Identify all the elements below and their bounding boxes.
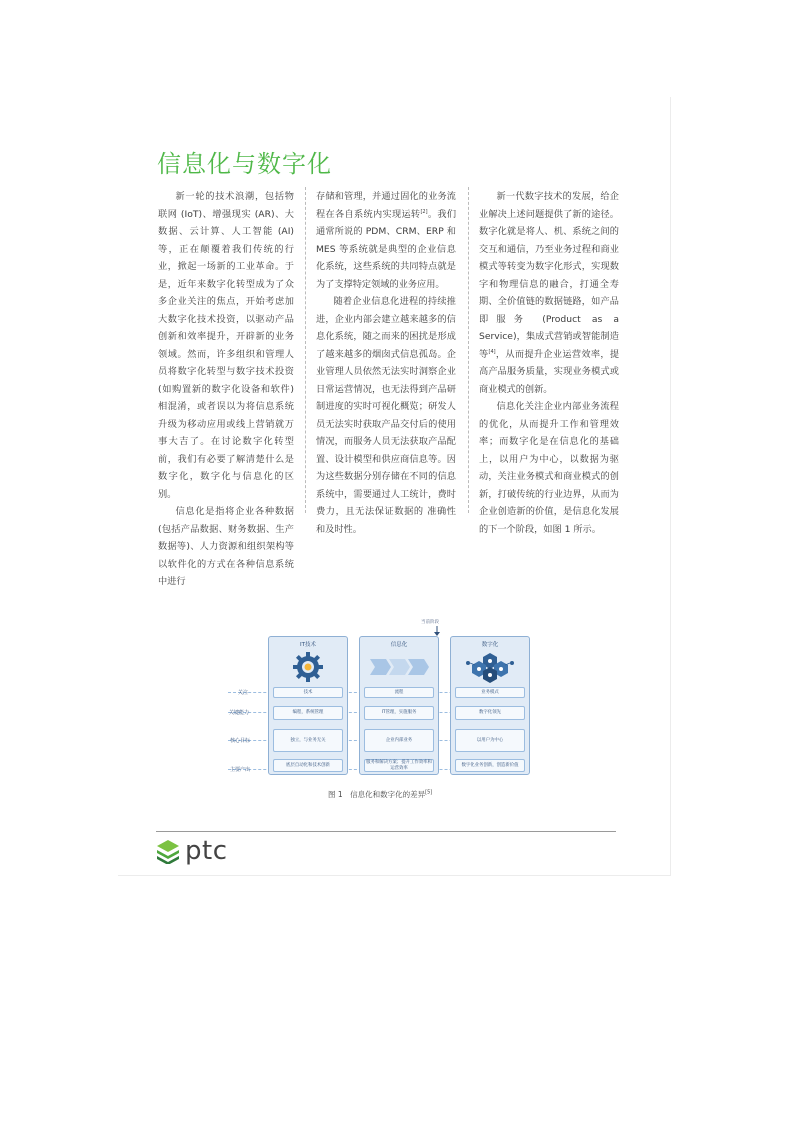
figure-caption: 图 1 信息化和数字化的差异[5] xyxy=(328,789,433,799)
paragraph: 随着企业信息化进程的持续推进，企业内部会建立越来越多的信息化系统，随之而来的困扰是形成了越来越多的烟囱式信息孤岛。企业管理人员依然无法实时洞察企业日常运营情况，也无法得到产品研制进度的实时可视化概览；研发人员无法实时获取产品交付后的使用情况，而服务人员无法获取产品配置、设计模型和供应商信息等。因为这些数据分别存储在不同的信息系统中，需要通过人工统计，费时费力，且无法保证数据的 准确性和及时性。 xyxy=(316,296,456,535)
text-column-3 xyxy=(479,188,619,538)
figure-cell: 流程 xyxy=(364,687,434,698)
paragraph: 新一代数字技术的发展，给企业解决上述问题提供了新的途径。数字化就是将人、机、系统之间的交互和通信，乃至业务过程和商业模式等转变为数字化形式，实现数字和物理信息的融合，打通全寿期、全价值链的数据链路，如产品即服务 (Product as a Service)，集成式营销或智能制造等[4]，从而提升企业运营效率，提高产品服务质量，实现业务模式或商业模式的创新。 xyxy=(479,191,620,395)
figure-column-digitalization xyxy=(450,636,530,775)
reference-mark: [2] xyxy=(420,208,428,215)
figure-cell: 服务和解决方案；提升工作效率和运营效率 xyxy=(364,759,434,772)
figure-column-it xyxy=(268,636,348,775)
figure-cell: 业务模式 xyxy=(455,687,525,698)
connected-network-icon xyxy=(451,650,529,684)
column-divider xyxy=(468,187,469,513)
paragraph: 存储和管理，并通过固化的业务流程在各自系统内实现运转[2]。我们通常所说的 PDM、CRM、ERP 和 MES 等系统就是典型的企业信息化系统，这些系统的共同特点就是为了支撑特定领域的业务应用。 xyxy=(316,191,457,290)
reference-mark: [4] xyxy=(488,348,496,355)
figure-cell: 企业内部业务 xyxy=(364,729,434,752)
text-column-2 xyxy=(316,188,456,538)
paragraph: 新一轮的技术浪潮，包括物联网 (IoT)、增强现实 (AR)、大数据、云计算、人工智能 (AI) 等，正在颠覆着我们传统的行业，掀起一场新的工业革命。于是，近年来数字化转型成为了众多企业关注的焦点，开始考虑加大数字化技术投资，以驱动产品创新和效率提升，开辟新的业务领域。然而，许多组织和管理人员将数字化转型与数字技术投资 (如购置新的数字化设备和软件) 相混淆，或者误以为将信息系统升级为移动应用或线上营销就万事大吉了。在讨论数字化转型前，我们有必要了解清楚什么是数字化，数字化与信息化的区别。 xyxy=(158,191,294,500)
figure-cell: 技术 xyxy=(273,687,343,698)
column-title: 信息化 xyxy=(390,642,408,648)
column-title: 数字化 xyxy=(481,642,499,648)
row-label-focus: 关注 xyxy=(238,690,249,696)
figure-cell: 数字化业务创新，创造新价值 xyxy=(455,759,525,772)
figure-cell: 以用户为中心 xyxy=(455,729,525,752)
logo-text: ptc xyxy=(185,836,228,866)
row-label-main-output: 主要产出 xyxy=(230,767,251,773)
ptc-logo-mark-icon xyxy=(155,838,181,864)
figure-cell: 底层自动化和技术创新 xyxy=(273,759,343,772)
figure-column-informatization xyxy=(359,636,439,775)
ptc-logo xyxy=(155,836,228,866)
reference-mark: [5] xyxy=(425,789,433,796)
process-arrows-icon xyxy=(360,650,438,684)
paragraph: 信息化是指将企业各种数据 (包括产品数据、财务数据、生产数据等)、人力资源和组织架构等以软件化的方式在各种信息系统中进行 xyxy=(158,506,294,587)
footer-rule xyxy=(156,831,616,832)
figure-cell: 编程，系统管理 xyxy=(273,706,343,720)
figure-cell: 独立，与业务无关 xyxy=(273,729,343,752)
row-label-core-goal: 核心目标 xyxy=(230,738,251,744)
column-divider xyxy=(305,187,306,513)
figure-cell: 数字化领先 xyxy=(455,706,525,720)
row-label-key-capability: 关键能力 xyxy=(229,710,250,716)
paragraph: 信息化关注企业内部业务流程的优化，从而提升工作和管理效率；而数字化是在信息化的基础上，以用户为中心，以数据为驱动，关注业务模式和商业模式的创新，打破传统的行业边界，从而为企业创造新的价值，是信息化发展的下一个阶段，如图 1 所示。 xyxy=(479,401,619,535)
document-page xyxy=(118,97,671,876)
page-title: 信息化与数字化 xyxy=(157,150,332,178)
text-column-1 xyxy=(158,188,294,591)
gear-icon xyxy=(269,650,347,684)
figure-cell: IT管理，实施服务 xyxy=(364,706,434,720)
comparison-figure xyxy=(224,619,540,804)
current-stage-label: 当前阶段 xyxy=(421,620,439,625)
down-arrow-icon xyxy=(434,626,440,636)
column-title: IT技术 xyxy=(300,642,316,648)
